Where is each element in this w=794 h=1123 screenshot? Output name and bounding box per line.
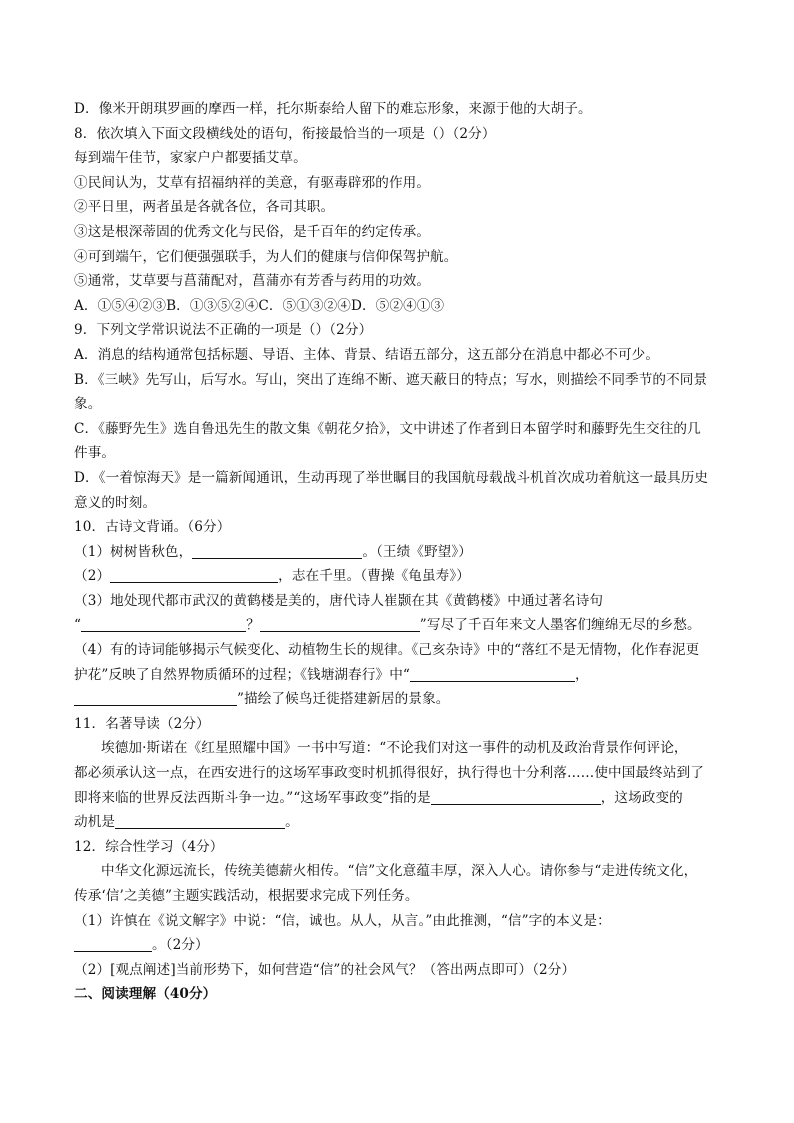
q11-stem: 11．名著导读（2分） [74,715,210,732]
q10-item-3-suffix: ”写尽了千百年来文人墨客们缠绵无尽的乡愁。 [419,617,701,634]
q10-item-3-blanks [74,613,724,638]
question-mark: ？ [246,617,260,634]
q8-sentence-3: ③这是根深蒂固的优秀文化与民俗，是千百年的约定传承。 [74,223,431,240]
answer-blank[interactable] [260,615,420,632]
q11-passage-4-text: 动机是 [74,814,116,831]
q11-passage-1: 埃德加·斯诺在《红星照耀中国》一书中写道：“不论我们对这一事件的动机及政治背景作何评论， [101,740,688,757]
q12-stem: 12．综合性学习（4分） [74,838,224,855]
q9-option-a: A．消息的结构通常包括标题、导语、主体、背景、结语五部分，这五部分在消息中都必不可少。 [74,346,660,363]
q8-stem: 8．依次填入下面文段横线处的语句，衔接最恰当的一项是（）（2分） [74,125,496,142]
answer-blank[interactable] [110,566,278,583]
q9-option-b-cont: 象。 [74,396,102,413]
comma: ， [574,666,589,683]
q11-passage-2: 都必须承认这一点，在西安进行的这场军事政变时机抓得很好，执行得也十分利落……使中国最终站到了 [74,765,704,782]
section-heading: 二、阅读理解（40分） [74,986,217,1003]
q12-task-1-answer [74,933,724,958]
q10-item-4: （4）有的诗词能够揭示气候变化、动植物生长的规律。《己亥杂诗》中的“落红不是无情物，化作春泥更 [74,642,700,659]
q10-item-1-suffix: 。（王绩《野望》） [362,543,472,560]
q11-passage-4 [74,810,724,835]
q9-stem: 9．下列文学常识说法不正确的一项是（）（2分） [74,322,373,339]
q9-option-d-cont: 意义的时刻。 [74,494,157,511]
q9-option-c: C．《藤野先生》选自鲁迅先生的散文集《朝花夕拾》，文中讲述了作者到日本留学时和藤野先生交往的几 [74,420,701,437]
q7-option-d: D．像米开朗琪罗画的摩西一样，托尔斯泰给人留下的难忘形象，来源于他的大胡子。 [74,101,592,117]
q12-intro-2: 传承‘信’之美德”主题实践活动，根据要求完成下列任务。 [74,888,419,904]
q10-item-2-prefix: （2） [74,568,111,585]
q10-item-4-cont [74,663,724,688]
q12-task-1: （1）许慎在《说文解字》中说：“信，诚也。从人，从言。”由此推测，“信”字的本义是： [74,912,611,929]
answer-blank[interactable] [410,665,575,682]
q9-option-c-cont: 件事。 [74,445,116,462]
q10-item-4-mid: 护花”反映了自然界物质循环的过程；《钱塘湖春行》中“ [74,666,410,683]
q8-sentence-1: ①民间认为，艾草有招福纳祥的美意，有驱毒辟邪的作用。 [74,174,431,191]
q10-item-4-suffix: ”描绘了候鸟迁徙搭建新居的景象。 [237,691,450,708]
q9-option-b: B．《三峡》先写山，后写水。写山，突出了连绵不断、遮天蔽日的特点；写水，则描绘不同季节的不同景 [74,371,708,388]
q8-passage: 每到端午佳节，家家户户都要插艾草。 [74,150,307,167]
answer-blank[interactable] [81,615,246,632]
document-page [74,97,724,1007]
q8-sentence-4: ④可到端午，它们便强强联手，为人们的健康与信仰保驾护航。 [74,248,458,265]
q8-sentence-2: ②平日里，两者虽是各就各位，各司其职。 [74,199,335,216]
open-quote: “ [74,617,82,634]
q10-item-3: （3）地处现代都市武汉的黄鹤楼是美的，唐代诗人崔颢在其《黄鹤楼》中通过著名诗句 [74,592,604,609]
q11-passage-3-suffix: ，这场政变的 [600,789,683,806]
q9-option-d: D．《一着惊海天》是一篇新闻通讯，生动再现了举世瞩目的我国航母载战斗机首次成功着航这一最具历史 [74,469,709,486]
q10-item-4-end [74,687,724,712]
q8-sentence-5: ⑤通常，艾草要与菖蒲配对，菖蒲亦有芳香与药用的功效。 [74,273,431,290]
q10-item-2-suffix: ，志在千里。（曹操《龟虽寿》） [278,568,470,585]
period: 。 [285,814,299,831]
q8-options: A．①⑤④②③B．①③⑤②④C．⑤①③②④D．⑤②④①③ [74,297,445,314]
q10-item-2 [74,564,724,589]
answer-blank[interactable] [192,542,362,559]
answer-blank[interactable] [74,935,152,952]
q12-intro-1: 中华文化源远流长，传统美德薪火相传。“信”文化意蕴丰厚，深入人心。请你参与“走进传统文化， [101,863,698,880]
q12-task-1-score: 。（2分） [152,937,209,954]
q10-item-1-prefix: （1）树树皆秋色， [74,543,193,560]
answer-blank[interactable] [74,689,237,706]
q10-item-1 [74,540,724,565]
answer-blank[interactable] [115,812,285,829]
q10-stem: 10．古诗文背诵。（6分） [74,519,231,536]
q11-passage-3-text: 即将来临的世界反法西斯斗争一边。”“这场军事政变”指的是 [74,789,431,806]
q11-passage-3 [74,786,724,811]
q12-task-2: （2）[观点阐述]当前形势下，如何营造“信”的社会风气？（答出两点即可）（2分） [74,961,576,978]
answer-blank[interactable] [431,788,601,805]
